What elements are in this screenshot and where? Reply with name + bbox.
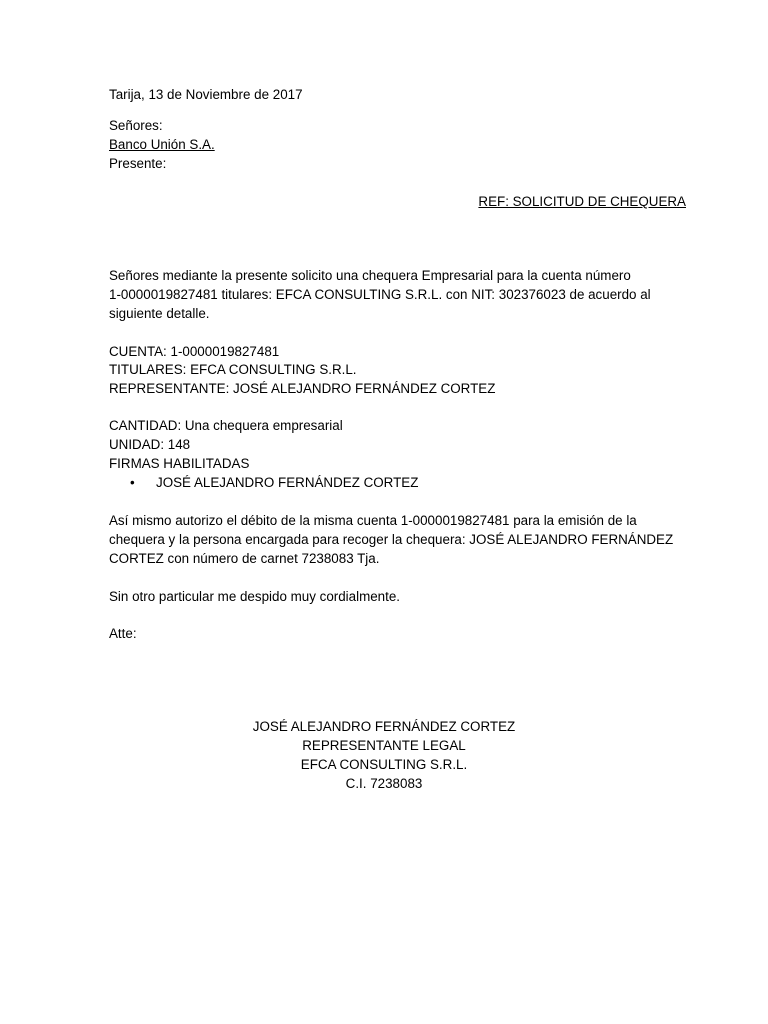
- body-line: 1-0000019827481 titulares: EFCA CONSULTING S.R.L. con NIT: 302376023 de acuerdo al: [109, 287, 651, 302]
- firmas-title: FIRMAS HABILITADAS: [109, 456, 250, 471]
- signature-name: JOSÉ ALEJANDRO FERNÁNDEZ CORTEZ: [252, 719, 516, 734]
- bullet-icon: •: [130, 475, 135, 490]
- letter-date: Tarija, 13 de Noviembre de 2017: [109, 87, 303, 102]
- atte-line: Atte:: [109, 626, 137, 641]
- presente: Presente:: [109, 156, 167, 171]
- autorizo-line: CORTEZ con número de carnet 7238083 Tja.: [109, 551, 380, 566]
- autorizo-line: chequera y la persona encargada para recoger la chequera: JOSÉ ALEJANDRO FERNÁNDEZ: [109, 532, 674, 547]
- reference-line: REF: SOLICITUD DE CHEQUERA: [478, 194, 686, 209]
- bank-name: Banco Unión S.A.: [109, 137, 215, 152]
- signature-id: C.I. 7238083: [345, 776, 423, 791]
- signature-role: REPRESENTANTE LEGAL: [302, 738, 466, 753]
- closing-line: Sin otro particular me despido muy cordialmente.: [109, 589, 401, 604]
- body-line: siguiente detalle.: [109, 306, 210, 321]
- representante-line: REPRESENTANTE: JOSÉ ALEJANDRO FERNÁNDEZ CORTEZ: [109, 381, 496, 396]
- signature-company: EFCA CONSULTING S.R.L.: [300, 757, 468, 772]
- autorizo-line: Así mismo autorizo el débito de la misma cuenta 1-0000019827481 para la emisión de la: [109, 513, 637, 528]
- firma-name: JOSÉ ALEJANDRO FERNÁNDEZ CORTEZ: [156, 475, 419, 490]
- firma-list-item: [130, 473, 418, 492]
- cuenta-line: CUENTA: 1-0000019827481: [109, 344, 280, 359]
- body-line: Señores mediante la presente solicito una chequera Empresarial para la cuenta número: [109, 268, 631, 283]
- cantidad-line: CANTIDAD: Una chequera empresarial: [109, 418, 343, 433]
- unidad-line: UNIDAD: 148: [109, 437, 191, 452]
- titulares-line: TITULARES: EFCA CONSULTING S.R.L.: [109, 362, 357, 377]
- salutation: Señores:: [109, 118, 163, 133]
